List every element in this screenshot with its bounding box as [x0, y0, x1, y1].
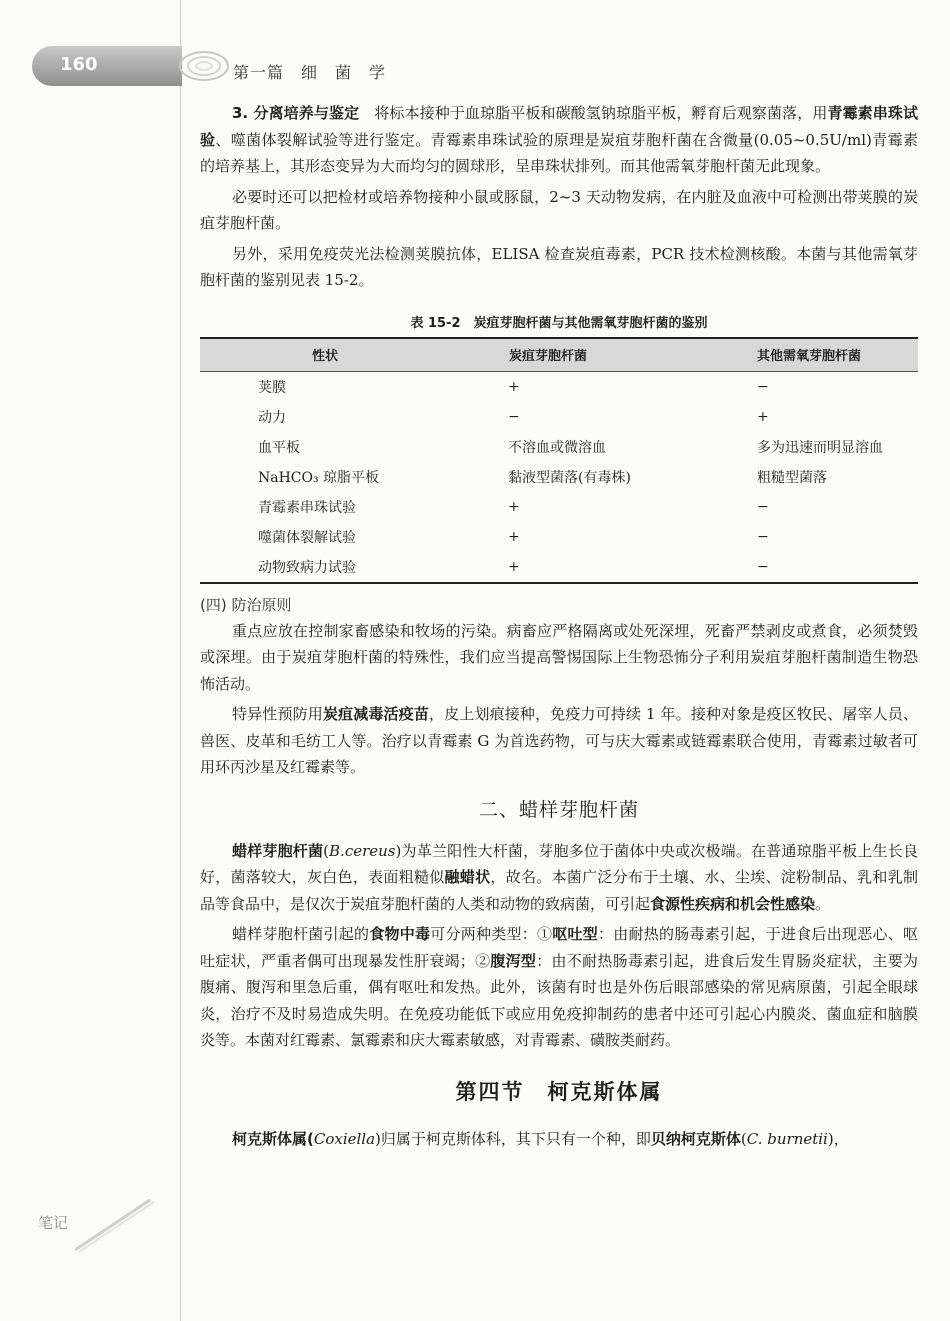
table-row: [200, 522, 918, 552]
paragraph-isolation: 3. 分离培养与鉴定 将标本接种于血琼脂平板和碳酸氢钠琼脂平板，孵育后观察菌落，用青霉素串珠试验、噬菌体裂解试验等进行鉴定。青霉素串珠试验的原理是炭疽芽胞杆菌在含微量(0.05~0.5U/ml)青霉素的培养基上，其形态变异为大而均匀的圆球形，呈串珠状排列。而其他需氧芽胞杆菌无此现象。: [200, 104, 918, 175]
table-row: [200, 552, 918, 583]
table-cell: 黏液型菌落(有毒株): [508, 469, 631, 486]
table-caption: 表 15-2 炭疽芽胞杆菌与其他需氧芽胞杆菌的鉴别: [410, 315, 708, 331]
table-cell: 多为迅速而明显溶血: [757, 439, 883, 456]
isolation-heading: 3. 分离培养与鉴定: [232, 104, 360, 122]
table-header: 炭疽芽胞杆菌: [508, 338, 743, 372]
table-cell: −: [757, 498, 769, 515]
table-row: [200, 462, 918, 492]
paragraph-vaccine: 特异性预防用炭疽减毒活疫苗，皮上划痕接种，免疫力可持续 1 年。接种对象是疫区牧民、屠宰人员、兽医、皮革和毛纺工人等。治疗以青霉素 G 为首选药物，可与庆大霉素或链霉素联合使用，青霉素过敏者可用环丙沙星及红霉素等。: [200, 705, 918, 776]
table-cell: +: [757, 408, 769, 425]
table-cell: −: [743, 552, 918, 583]
prevention-heading: (四) 防治原则: [200, 595, 292, 614]
table-cell: +: [508, 378, 520, 395]
chapter-title: 第一篇 细 菌 学: [233, 63, 387, 82]
table-cell: −: [508, 408, 520, 425]
page-content: [200, 100, 918, 1152]
table-header: 其他需氧芽胞杆菌: [743, 338, 918, 372]
table-cell: 血平板: [258, 439, 300, 456]
paragraph-bcereus-intro: 蜡样芽胞杆菌(B.cereus)为革兰阳性大杆菌，芽胞多位于菌体中央或次极端。在普通琼脂平板上生长良好，菌落较大，灰白色，表面粗糙似融蜡状，故名。本菌广泛分布于土壤、水、尘埃、淀粉制品、乳和乳制品等食品中，是仅次于炭疽芽胞杆菌的人类和动物的致病菌，可引起食源性疾病和机会性感染。: [200, 841, 918, 913]
margin-notes-label: 笔记: [38, 1214, 69, 1232]
table-cell: 不溶血或微溶血: [508, 439, 606, 456]
sidebar-divider: [180, 0, 181, 1321]
section-title-bcereus: 二、蜡样芽胞杆菌: [478, 798, 639, 821]
table-row: [200, 492, 918, 522]
paragraph-food-poisoning: 蜡样芽胞杆菌引起的食物中毒可分两种类型：①呕吐型：由耐热的肠毒素引起，于进食后出现恶心、呕吐症状，严重者偶可出现暴发性肝衰竭；②腹泻型：由不耐热肠毒素引起，进食后发生胃肠炎症状，主要为腹痛、腹泻和里急后重，偶有呕吐和发热。此外，该菌有时也是外伤后眼部感染的常见病原菌，引起全眼球炎，治疗不及时易造成失明。在免疫功能低下或应用免疫抑制药的患者中还可引起心内膜炎、菌血症和脑膜炎等。本菌对红霉素、氯霉素和庆大霉素敏感，对青霉素、磺胺类耐药。: [200, 925, 918, 1049]
paragraph-animal-test: 必要时还可以把检材或培养物接种小鼠或豚鼠，2~3 天动物发病，在内脏及血液中可检测出带荚膜的炭疽芽胞杆菌。: [200, 187, 918, 232]
table-cell: NaHCO₃ 琼脂平板: [258, 469, 380, 486]
table-row: [200, 402, 918, 432]
table-cell: +: [508, 498, 520, 515]
table-cell: 青霉素串珠试验: [258, 499, 356, 516]
table-cell: −: [757, 378, 769, 395]
page-number-badge: [32, 46, 182, 86]
paragraph-prevention: 重点应放在控制家畜感染和牧场的污染。病畜应严格隔离或处死深埋，死畜严禁剥皮或煮食，必须焚毁或深埋。由于炭疽芽胞杆菌的特殊性，我们应当提高警惕国际上生物恐怖分子利用炭疽芽胞杆菌制造生物恐怖活动。: [200, 621, 918, 693]
table-cell: 荚膜: [258, 379, 286, 396]
paragraph-coxiella: 柯克斯体属(Coxiella)归属于柯克斯体科，其下只有一个种，即贝纳柯克斯体(C. burnetii)，: [232, 1129, 849, 1148]
differentiation-table: [200, 337, 918, 584]
page-number: 160: [60, 54, 98, 75]
table-cell: 粗糙型菌落: [757, 469, 827, 486]
table-cell: +: [508, 528, 520, 545]
table-row: [200, 371, 918, 402]
swirl-ornament-icon: [174, 46, 234, 86]
table-cell: 动物致病力试验: [200, 552, 508, 583]
table-cell: 动力: [258, 409, 286, 426]
table-row: [200, 432, 918, 462]
table-cell: +: [508, 552, 743, 583]
paragraph-immunology: 另外，采用免疫荧光法检测荚膜抗体，ELISA 检查炭疽毒素，PCR 技术检测核酸。本菌与其他需氧芽胞杆菌的鉴别见表 15-2。: [200, 244, 918, 289]
table-cell: −: [757, 528, 769, 545]
pen-icon: [70, 1195, 160, 1255]
section-title-coxiella: 第四节 柯克斯体属: [455, 1079, 663, 1104]
table-header: 性状: [200, 338, 508, 372]
table-cell: 噬菌体裂解试验: [258, 529, 356, 546]
table-header-row: [200, 338, 918, 372]
